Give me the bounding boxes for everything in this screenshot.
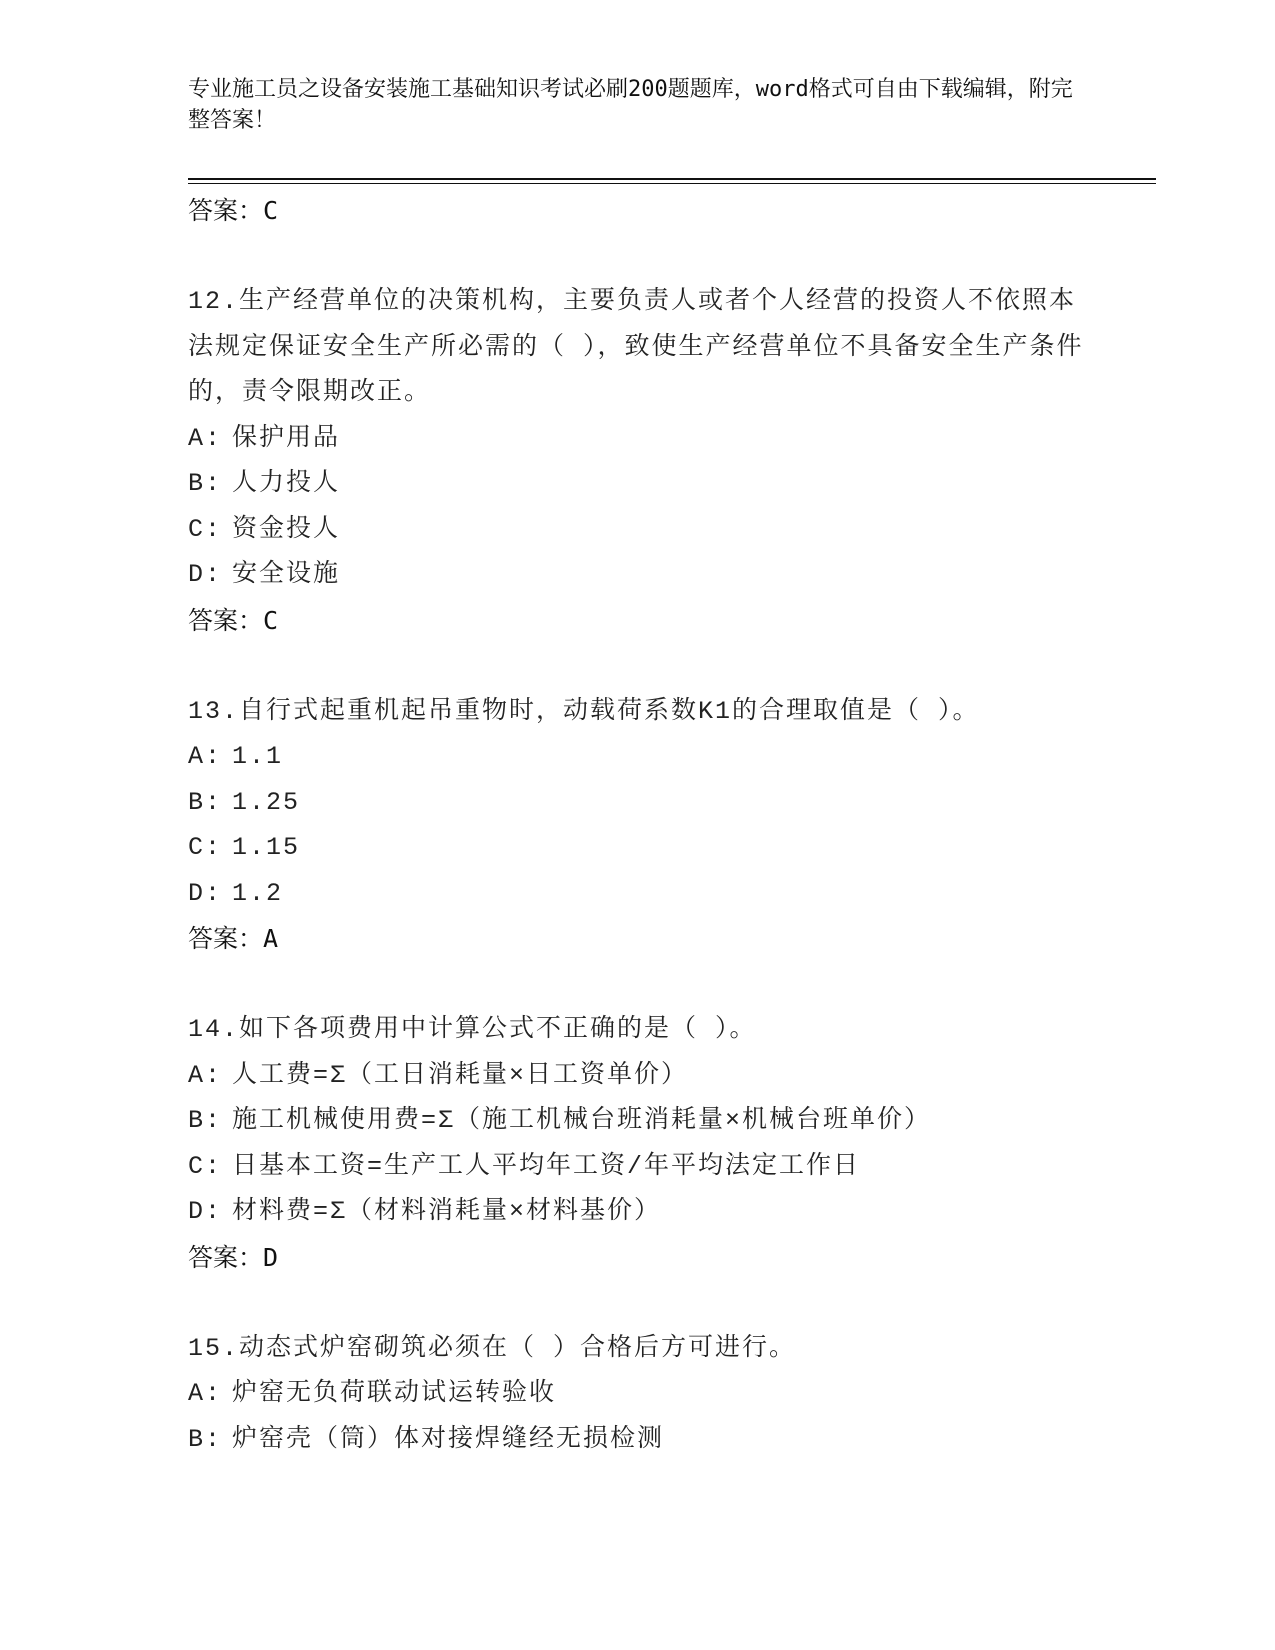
- answer-line: 答案：D: [188, 1242, 279, 1272]
- question-14: [188, 1007, 1088, 1281]
- option-text: 1.2: [232, 878, 284, 908]
- question-12: [188, 279, 1088, 644]
- option-key: A:: [188, 423, 223, 453]
- question-stem: 12.生产经营单位的决策机构，主要负责人或者个人经营的投资人不依照本法规定保证安全生产所必需的（ ），致使生产经营单位不具备安全生产条件的，责令限期改正。: [188, 287, 1084, 407]
- answer-line: 答案：C: [188, 605, 279, 635]
- option-b: [188, 1098, 1088, 1144]
- option-key: B:: [188, 469, 223, 498]
- option-d: [188, 871, 1088, 917]
- question-stem: 14.如下各项费用中计算公式不正确的是（ ）。: [188, 1015, 757, 1044]
- option-key: A:: [188, 1060, 223, 1090]
- option-b: [188, 461, 1088, 507]
- header-divider-thick: [188, 178, 1156, 180]
- option-text: 施工机械使用费=Σ（施工机械台班消耗量×机械台班单价）: [232, 1106, 932, 1135]
- option-text: 资金投人: [232, 514, 341, 544]
- question-stem: 13.自行式起重机起吊重物时，动载荷系数K1的合理取值是（ ）。: [188, 696, 980, 726]
- page-header-title: 专业施工员之设备安装施工基础知识考试必刷200题题库，word格式可自由下载编辑，附完整答案！: [188, 77, 1073, 133]
- option-text: 人力投人: [232, 469, 341, 498]
- question-13: [188, 689, 1088, 963]
- option-key: B:: [188, 787, 223, 817]
- option-key: D:: [188, 1197, 223, 1226]
- option-key: D:: [188, 878, 223, 908]
- header-divider-thin: [188, 183, 1156, 184]
- option-c: [188, 507, 1088, 553]
- option-key: D:: [188, 560, 223, 589]
- option-text: 安全设施: [232, 560, 341, 589]
- option-key: B:: [188, 1424, 223, 1454]
- option-a: [188, 416, 1088, 462]
- answer-line: 答案：A: [188, 924, 279, 953]
- option-text: 1.25: [232, 787, 301, 817]
- question-15: [188, 1326, 1088, 1463]
- option-text: 日基本工资=生产工人平均年工资/年平均法定工作日: [232, 1151, 861, 1181]
- option-key: A:: [188, 742, 223, 771]
- option-key: C:: [188, 1151, 223, 1181]
- option-a: [188, 1371, 1088, 1417]
- option-key: C:: [188, 514, 223, 544]
- previous-answer: 答案：C: [188, 196, 279, 225]
- option-c: [188, 1144, 1088, 1190]
- option-text: 炉窑壳（筒）体对接焊缝经无损检测: [232, 1424, 665, 1454]
- option-text: 保护用品: [232, 423, 341, 453]
- option-d: [188, 1189, 1088, 1235]
- option-key: A:: [188, 1379, 223, 1408]
- option-key: C:: [188, 833, 223, 862]
- option-text: 1.1: [232, 742, 284, 771]
- document-body: [188, 188, 1088, 1462]
- option-text: 人工费=Σ（工日消耗量×日工资单价）: [232, 1060, 689, 1090]
- option-b: [188, 1417, 1088, 1463]
- option-text: 材料费=Σ（材料消耗量×材料基价）: [232, 1197, 662, 1226]
- option-text: 炉窑无负荷联动试运转验收: [232, 1379, 557, 1408]
- option-c: [188, 825, 1088, 871]
- option-key: B:: [188, 1106, 223, 1135]
- option-a: [188, 734, 1088, 780]
- question-stem: 15.动态式炉窑砌筑必须在（ ）合格后方可进行。: [188, 1333, 797, 1363]
- option-text: 1.15: [232, 833, 301, 862]
- option-b: [188, 780, 1088, 826]
- option-d: [188, 552, 1088, 598]
- option-a: [188, 1053, 1088, 1099]
